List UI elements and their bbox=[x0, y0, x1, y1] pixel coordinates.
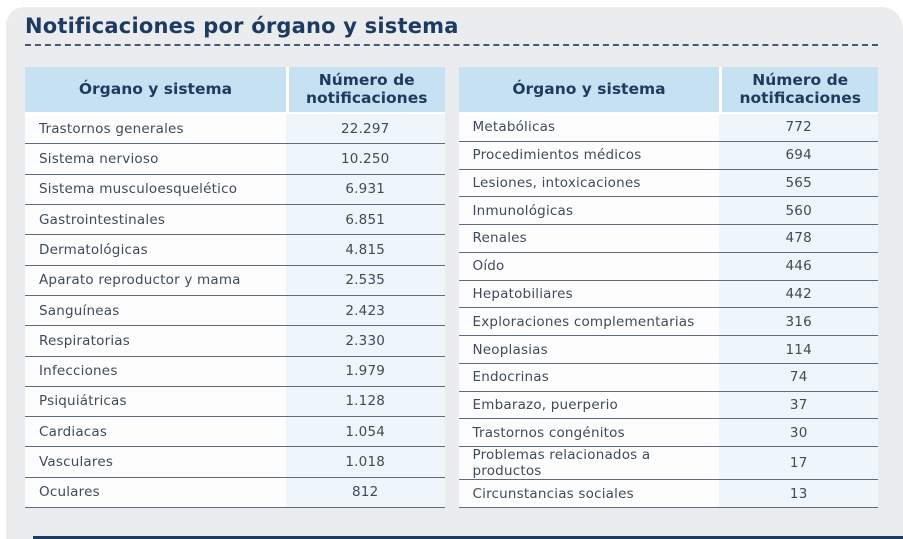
count-cell: 316 bbox=[719, 308, 878, 335]
count-cell: 565 bbox=[719, 170, 878, 197]
table-header bbox=[25, 67, 445, 112]
count-cell: 812 bbox=[286, 478, 445, 507]
count-cell: 478 bbox=[719, 225, 878, 252]
organ-cell: Exploraciones complementarias bbox=[459, 308, 720, 335]
table-row bbox=[459, 170, 879, 198]
table-row bbox=[459, 114, 879, 142]
count-cell: 114 bbox=[719, 336, 878, 363]
count-cell: 1.054 bbox=[286, 417, 445, 446]
count-cell: 17 bbox=[719, 447, 878, 479]
table-row bbox=[25, 357, 445, 387]
table-row bbox=[459, 197, 879, 225]
organ-cell: Infecciones bbox=[25, 357, 286, 386]
organ-cell: Respiratorias bbox=[25, 326, 286, 355]
organ-cell: Embarazo, puerperio bbox=[459, 392, 720, 419]
count-cell: 13 bbox=[719, 480, 878, 507]
table-row bbox=[25, 114, 445, 144]
table-row bbox=[459, 447, 879, 480]
table-row bbox=[25, 235, 445, 265]
organ-cell: Procedimientos médicos bbox=[459, 142, 720, 169]
table-row bbox=[459, 480, 879, 508]
table-row bbox=[459, 419, 879, 447]
table-row bbox=[25, 144, 445, 174]
organ-cell: Trastornos congénitos bbox=[459, 419, 720, 446]
table-row bbox=[459, 308, 879, 336]
count-cell: 4.815 bbox=[286, 235, 445, 264]
count-cell: 74 bbox=[719, 364, 878, 391]
notifications-table-left bbox=[25, 67, 445, 508]
count-cell: 2.330 bbox=[286, 326, 445, 355]
organ-cell: Oculares bbox=[25, 478, 286, 507]
count-cell: 2.535 bbox=[286, 266, 445, 295]
table-row bbox=[459, 336, 879, 364]
organ-cell: Sistema musculoesquelético bbox=[25, 175, 286, 204]
count-cell: 22.297 bbox=[286, 114, 445, 143]
organ-cell: Inmunológicas bbox=[459, 197, 720, 224]
organ-cell: Sistema nervioso bbox=[25, 144, 286, 173]
table-row bbox=[25, 417, 445, 447]
page-title: Notificaciones por órgano y sistema bbox=[25, 14, 459, 38]
report-content bbox=[25, 12, 878, 508]
count-cell: 442 bbox=[719, 281, 878, 308]
organ-cell: Trastornos generales bbox=[25, 114, 286, 143]
column-header-organ: Órgano y sistema bbox=[459, 67, 720, 112]
organ-cell: Problemas relacionados a productos bbox=[459, 447, 720, 479]
count-cell: 1.018 bbox=[286, 447, 445, 476]
table-row bbox=[25, 296, 445, 326]
table-body bbox=[25, 114, 445, 508]
organ-cell: Neoplasias bbox=[459, 336, 720, 363]
table-row bbox=[459, 364, 879, 392]
table-row bbox=[25, 387, 445, 417]
table-row bbox=[25, 478, 445, 508]
count-cell: 2.423 bbox=[286, 296, 445, 325]
organ-cell: Metabólicas bbox=[459, 114, 720, 141]
organ-cell: Circunstancias sociales bbox=[459, 480, 720, 507]
organ-cell: Dermatológicas bbox=[25, 235, 286, 264]
organ-cell: Psiquiátricas bbox=[25, 387, 286, 416]
count-cell: 37 bbox=[719, 392, 878, 419]
organ-cell: Endocrinas bbox=[459, 364, 720, 391]
table-row bbox=[459, 392, 879, 420]
organ-cell: Hepatobiliares bbox=[459, 281, 720, 308]
count-cell: 10.250 bbox=[286, 144, 445, 173]
count-cell: 446 bbox=[719, 253, 878, 280]
column-header-count: Número de notificaciones bbox=[722, 67, 878, 112]
table-row bbox=[459, 225, 879, 253]
count-cell: 694 bbox=[719, 142, 878, 169]
organ-cell: Gastrointestinales bbox=[25, 205, 286, 234]
table-header bbox=[459, 67, 879, 112]
organ-cell: Vasculares bbox=[25, 447, 286, 476]
title-divider bbox=[25, 44, 878, 46]
notifications-table-right bbox=[459, 67, 879, 508]
table-row bbox=[459, 142, 879, 170]
table-row bbox=[25, 205, 445, 235]
organ-cell: Renales bbox=[459, 225, 720, 252]
count-cell: 6.931 bbox=[286, 175, 445, 204]
table-row bbox=[459, 281, 879, 309]
table-row bbox=[25, 326, 445, 356]
organ-cell: Cardiacas bbox=[25, 417, 286, 446]
count-cell: 6.851 bbox=[286, 205, 445, 234]
organ-cell: Sanguíneas bbox=[25, 296, 286, 325]
table-row bbox=[25, 447, 445, 477]
count-cell: 1.979 bbox=[286, 357, 445, 386]
table-row bbox=[459, 253, 879, 281]
column-header-count: Número de notificaciones bbox=[289, 67, 445, 112]
organ-cell: Oído bbox=[459, 253, 720, 280]
organ-cell: Lesiones, intoxicaciones bbox=[459, 170, 720, 197]
tables-container bbox=[25, 67, 878, 508]
organ-cell: Aparato reproductor y mama bbox=[25, 266, 286, 295]
table-row bbox=[25, 175, 445, 205]
count-cell: 772 bbox=[719, 114, 878, 141]
column-header-organ: Órgano y sistema bbox=[25, 67, 286, 112]
table-row bbox=[25, 266, 445, 296]
count-cell: 560 bbox=[719, 197, 878, 224]
count-cell: 1.128 bbox=[286, 387, 445, 416]
count-cell: 30 bbox=[719, 419, 878, 446]
table-body bbox=[459, 114, 879, 508]
